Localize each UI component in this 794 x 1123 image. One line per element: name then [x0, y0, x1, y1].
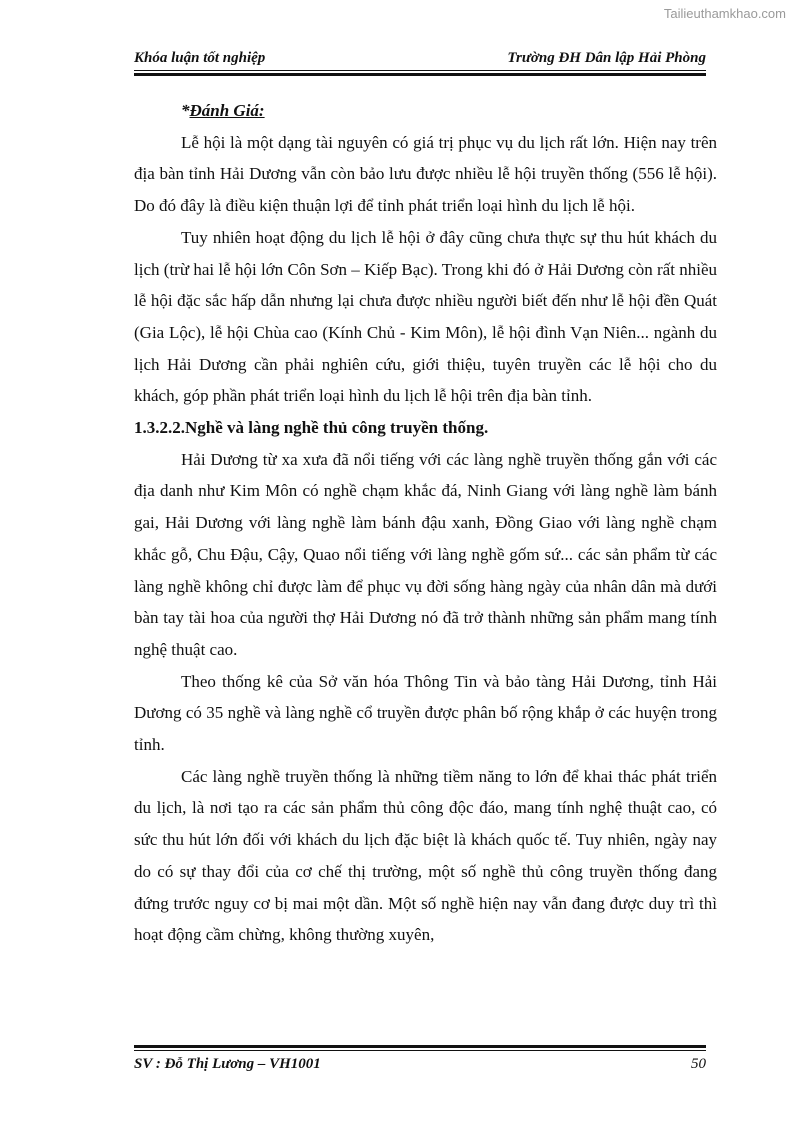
watermark: Tailieuthamkhao.com	[663, 6, 786, 21]
header-rule-thick	[134, 73, 706, 76]
paragraph-festival-tourism: Tuy nhiên hoạt động du lịch lễ hội ở đây cũng chưa thực sự thu hút khách du lịch (trừ hai lễ hội lớn Côn Sơn – Kiếp Bạc). Trong khi đó ở Hải Dương còn rất nhiều lễ hội đặc sắc hấp dẫn nhưng lại chưa được nhiều người biết đến như lễ hội đền Quát (Gia Lộc), lễ hội Chùa cao (Kính Chủ - Kim Môn), lễ hội đình Vạn Niên... ngành du lịch Hải Dương cần phải nghiên cứu, giới thiệu, tuyên truyền các lễ hội cho du khách, góp phần phát triển loại hình du lịch lễ hội trên địa bàn tỉnh.	[134, 227, 717, 406]
paragraph-craft-villages: Hải Dương từ xa xưa đã nổi tiếng với các làng nghề truyền thống gắn với các địa danh như Kim Môn có nghề chạm khắc đá, Ninh Giang với làng nghề làm bánh gai, Hải Dương với làng nghề làm bánh đậu xanh, Đồng Giao với làng nghề chạm khắc gỗ, Chu Đậu, Cậy, Quao nổi tiếng với làng nghề gốm sứ... các sản phẩm từ các làng nghề không chỉ được làm để phục vụ đời sống hàng ngày của nhân dân mà dưới bàn tay tài hoa của người thợ Hải Dương nó đã trở thành những sản phẩm mang tính nghệ thuật cao.	[134, 449, 717, 659]
evaluation-label: Đánh Giá:	[189, 101, 265, 120]
evaluation-prefix: *	[181, 101, 190, 120]
paragraph-potential: Các làng nghề truyền thống là những tiềm năng to lớn để khai thác phát triển du lịch, là nơi tạo ra các sản phẩm thủ công độc đáo, mang tính nghệ thuật cao, có sức thu hút lớn đối với khách du lịch đặc biệt là khách quốc tế. Tuy nhiên, ngày nay do có sự thay đổi của cơ chế thị trường, một số nghề thủ công truyền thống đang đứng trước nguy cơ bị mai một dần. Một số nghề hiện nay vẫn đang được duy trì thì hoạt động cầm chừng, không thường xuyên,	[134, 766, 717, 945]
header-rule-thin	[134, 70, 706, 71]
footer-rule-thick	[134, 1045, 706, 1048]
paragraph-festival-resource: Lễ hội là một dạng tài nguyên có giá trị phục vụ du lịch rất lớn. Hiện nay trên địa bàn tỉnh Hải Dương vẫn còn bảo lưu được nhiều lễ hội truyền thống (556 lễ hội). Do đó đây là điều kiện thuận lợi để tỉnh phát triển loại hình du lịch lễ hội.	[134, 132, 717, 216]
evaluation-heading	[134, 95, 717, 127]
section-heading: 1.3.2.2.Nghề và làng nghề thủ công truyền thống.	[134, 418, 489, 438]
header-thesis-label: Khóa luận tốt nghiệp	[134, 50, 266, 66]
paragraph-statistics: Theo thống kê của Sở văn hóa Thông Tin và bảo tàng Hải Dương, tỉnh Hải Dương có 35 nghề và làng nghề cổ truyền được phân bố rộng khắp ở các huyện trong tỉnh.	[134, 671, 717, 755]
footer-author: SV : Đỗ Thị Lương – VH1001	[134, 1056, 321, 1072]
header-university: Trường ĐH Dân lập Hải Phòng	[507, 50, 706, 66]
page-number: 50	[691, 1056, 706, 1072]
page-body	[134, 95, 717, 951]
footer-rule-thin	[134, 1050, 706, 1051]
